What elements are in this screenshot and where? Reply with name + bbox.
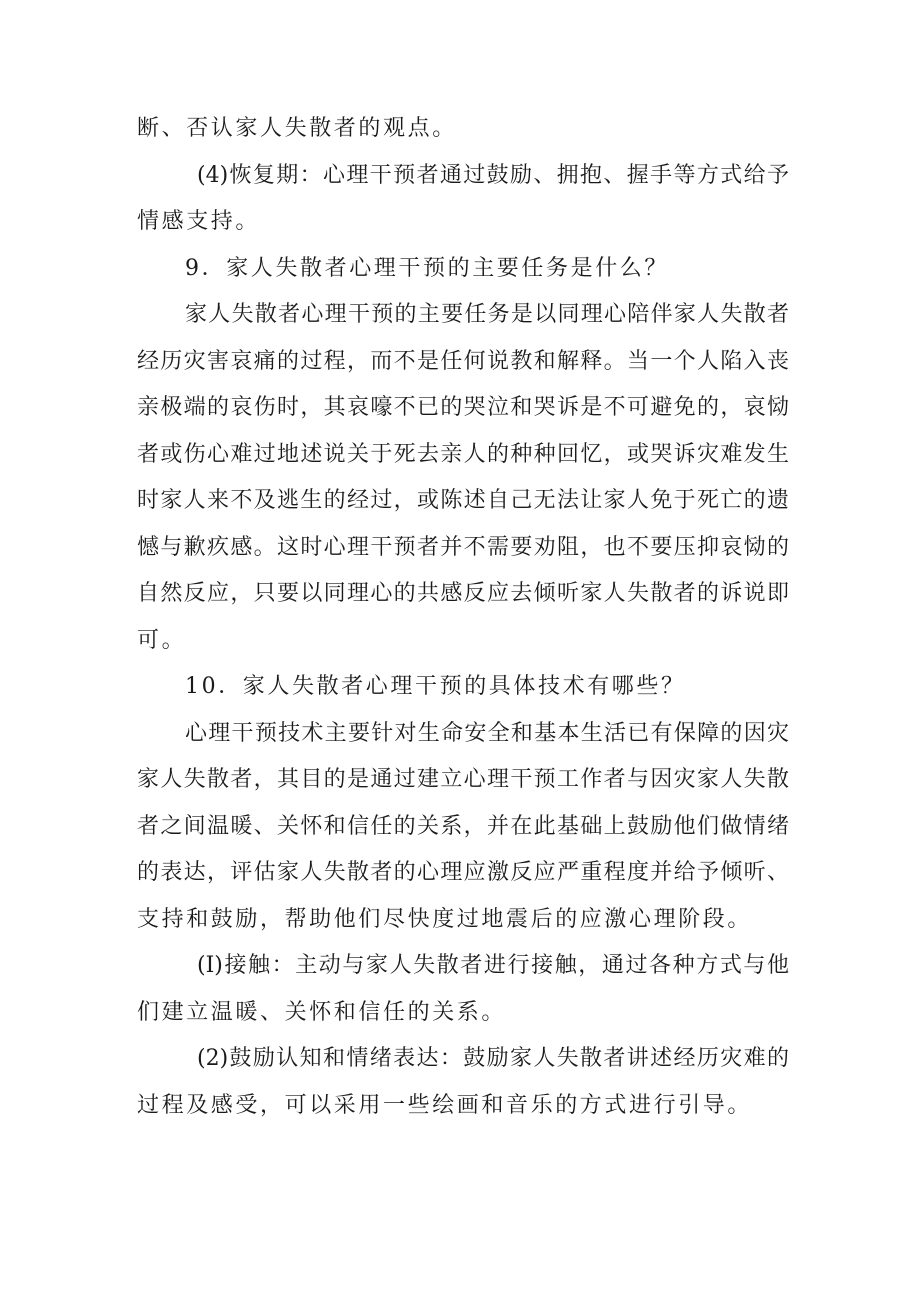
text-line: 可。 <box>137 627 187 653</box>
paragraph-recovery-stage <box>137 153 789 246</box>
text-line: 家人失散者心理干预的主要任务是以同理心陪伴家人失散者 <box>185 302 789 327</box>
text-line: 心理干预技术主要针对生命安全和基本生活已有保障的因灾 <box>185 720 789 746</box>
text-line: 者之间温暖、关怀和信任的关系，并在此基础上鼓励他们做情绪 <box>137 813 789 839</box>
text-line: 过程及感受，可以采用一些绘画和音乐的方式进行引导。 <box>137 1092 753 1118</box>
text-line: (I)接触：主动与家人失散者进行接触，通过各种方式与他 <box>197 953 789 978</box>
paragraph-continuation <box>137 106 789 153</box>
question-heading-9 <box>137 246 789 293</box>
paragraph-answer-10 <box>137 711 789 944</box>
text-line: 经历灾害哀痛的过程，而不是任何说教和解释。当一个人陷入丧 <box>137 348 789 374</box>
document-page <box>137 106 789 1129</box>
question-heading-10 <box>137 664 789 711</box>
heading-line: 9．家人失散者心理干预的主要任务是什么？ <box>185 255 669 281</box>
paragraph-answer-9 <box>137 292 789 664</box>
paragraph-contact-technique <box>137 943 789 1036</box>
text-line: 自然反应，只要以同理心的共感反应去倾听家人失散者的诉说即 <box>137 581 789 606</box>
text-line: 者或伤心难过地述说关于死去亲人的种种回忆，或哭诉灾难发生 <box>137 441 789 467</box>
paragraph-encourage-expression <box>137 1036 789 1129</box>
text-line: (4)恢复期：心理干预者通过鼓励、拥抱、握手等方式给予 <box>197 162 789 188</box>
text-line: 的表达，评估家人失散者的心理应激反应严重程度并给予倾听、 <box>137 860 789 885</box>
text-line: 家人失散者，其目的是通过建立心理干预工作者与因灾家人失散 <box>137 767 789 792</box>
text-line: 情感支持。 <box>137 209 261 234</box>
text-line: (2)鼓励认知和情绪表达：鼓励家人失散者讲述经历灾难的 <box>197 1046 789 1071</box>
text-line: 时家人来不及逃生的经过，或陈述自己无法让家人免于死亡的遗 <box>137 488 789 513</box>
text-line: 支持和鼓励，帮助他们尽快度过地震后的应激心理阶段。 <box>137 906 753 932</box>
text-line: 憾与歉疚感。这时心理干预者并不需要劝阻，也不要压抑哀恸的 <box>137 534 789 560</box>
heading-line: 10．家人失散者心理干预的具体技术有哪些？ <box>185 674 686 699</box>
text-line: 断、否认家人失散者的观点。 <box>137 116 457 141</box>
text-line: 们建立温暖、关怀和信任的关系。 <box>137 999 507 1025</box>
text-line: 亲极端的哀伤时，其哀嚎不已的哭泣和哭诉是不可避免的，哀恸 <box>137 395 789 420</box>
